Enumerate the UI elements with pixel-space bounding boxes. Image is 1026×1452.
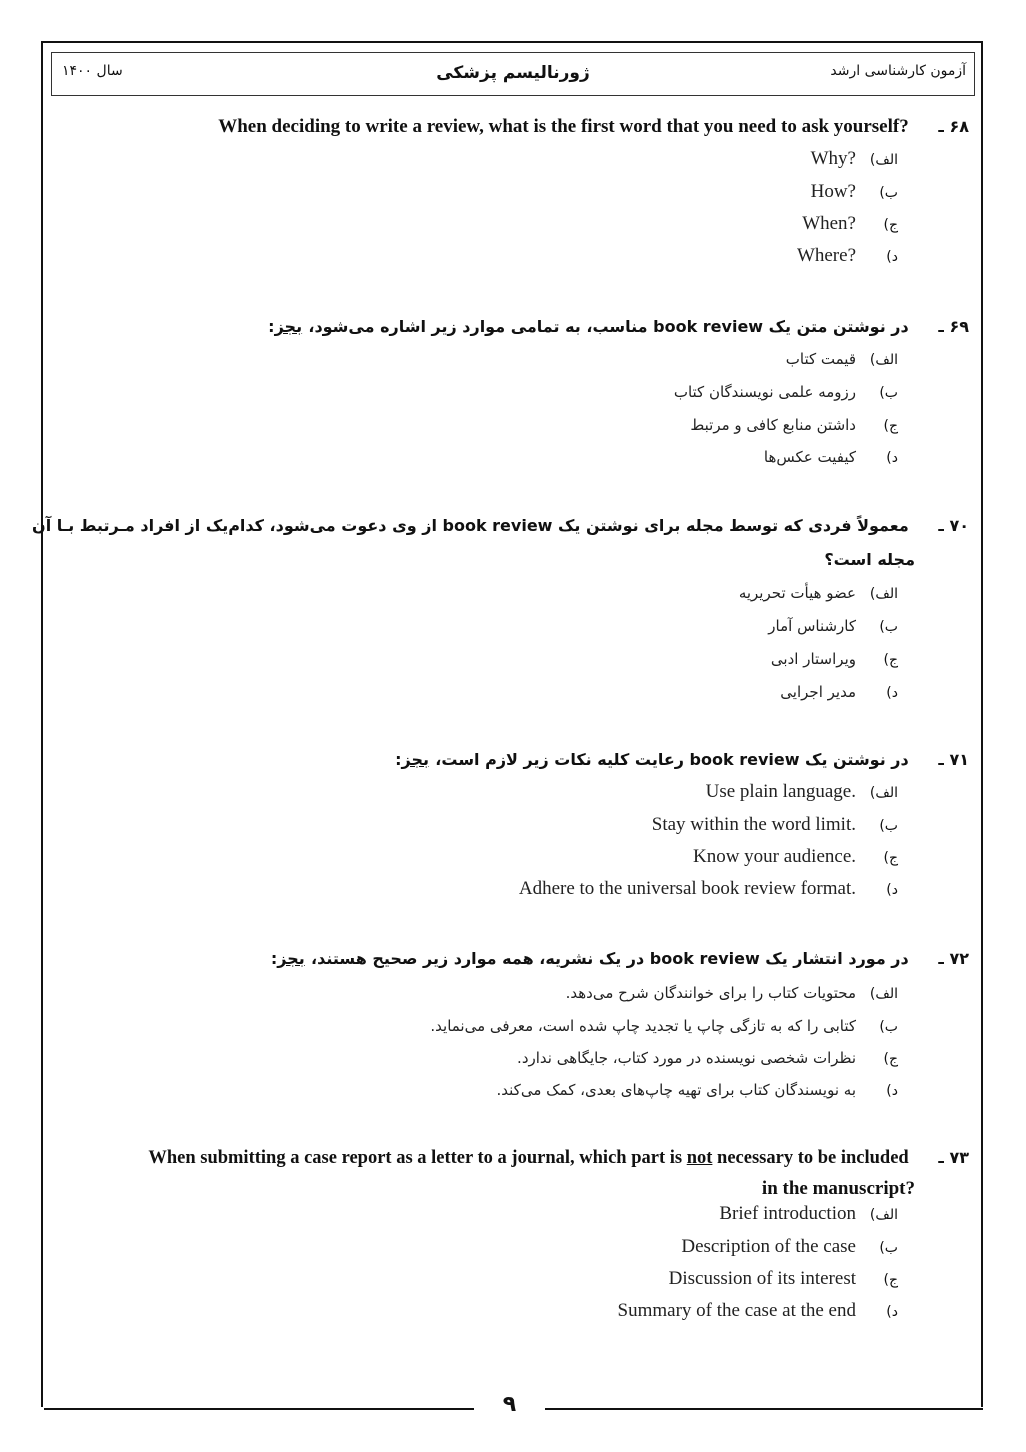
question-number: ۶۹ ـ: [938, 317, 969, 336]
option-text: رزومه علمی نویسندگان کتاب: [673, 383, 856, 401]
option-71-c[interactable]: [693, 846, 898, 868]
option-70-c[interactable]: [771, 648, 898, 669]
question-text: When deciding to write a review, what is the first word that you need to ask yourself?: [218, 116, 909, 137]
question-73-line2: [762, 1178, 915, 1200]
option-label: الف): [869, 586, 898, 602]
option-label: ب): [879, 1240, 898, 1256]
question-number: ۷۲ ـ: [938, 949, 969, 968]
page-header: [51, 52, 975, 96]
option-69-c[interactable]: [690, 414, 898, 435]
question-number: ۷۱ ـ: [938, 750, 969, 769]
option-text: Stay within the word limit.: [651, 814, 856, 835]
option-69-d[interactable]: [764, 446, 898, 467]
option-text: محتویات کتاب را برای خوانندگان شرح می‌دهد.: [565, 984, 856, 1002]
option-71-d[interactable]: [519, 878, 898, 900]
option-73-d[interactable]: [618, 1300, 898, 1322]
option-68-d[interactable]: [797, 245, 898, 267]
option-label: د): [886, 882, 898, 898]
option-text: Adhere to the universal book review format.: [518, 878, 856, 899]
option-label: الف): [869, 352, 898, 368]
question-70: [32, 515, 969, 536]
option-label: الف): [869, 785, 898, 801]
option-label: ج): [883, 418, 898, 434]
option-label: د): [886, 1304, 898, 1320]
option-text: به نویسندگان کتاب برای تهیه چاپ‌های بعدی، کمک می‌کند.: [496, 1081, 856, 1099]
question-text: معمولاً فردی که توسط مجله برای نوشتن یک book review از وی دعوت می‌شود، کدام‌یک از افراد مـرتبط بـا آن: [32, 516, 909, 535]
option-label: ج): [883, 217, 898, 233]
question-text: in the manuscript?: [761, 1178, 915, 1199]
except-word: بجز: [274, 317, 303, 336]
question-73: [148, 1147, 969, 1169]
option-70-a[interactable]: [739, 582, 898, 603]
option-70-d[interactable]: [780, 681, 898, 702]
option-text: Where?: [796, 245, 856, 266]
option-text: Brief introduction: [719, 1203, 856, 1224]
footer-rule-right: [545, 1408, 983, 1410]
option-label: ب): [879, 1019, 898, 1035]
option-label: ب): [879, 619, 898, 635]
option-label: الف): [869, 986, 898, 1002]
option-label: ج): [883, 1272, 898, 1288]
question-number: ۷۰ ـ: [938, 516, 969, 535]
not-word: not: [686, 1148, 713, 1168]
question-number: ۷۳ ـ: [938, 1148, 969, 1167]
option-72-b[interactable]: [430, 1015, 898, 1036]
option-label: ج): [883, 850, 898, 866]
subject-title: ژورنالیسم پزشکی: [436, 63, 590, 83]
exam-title: آزمون کارشناسی ارشد: [830, 63, 966, 79]
option-label: ب): [879, 185, 898, 201]
option-71-a[interactable]: [706, 781, 898, 803]
question-text: در نوشتن متن یک book review مناسب، به تمامی موارد زیر اشاره می‌شود،: [308, 317, 909, 336]
option-text: Why?: [810, 148, 856, 169]
option-72-d[interactable]: [497, 1079, 898, 1100]
option-text: نظرات شخصی نویسنده در مورد کتاب، جایگاهی ندارد.: [517, 1049, 856, 1067]
option-text: When?: [802, 213, 856, 234]
option-label: د): [886, 249, 898, 265]
option-71-b[interactable]: [652, 814, 898, 836]
option-text: Use plain language.: [705, 781, 856, 802]
option-label: د): [886, 450, 898, 466]
option-73-a[interactable]: [719, 1203, 898, 1225]
option-label: الف): [869, 1207, 898, 1223]
option-label: ج): [883, 1051, 898, 1067]
option-text: Summary of the case at the end: [617, 1300, 856, 1321]
option-73-c[interactable]: [669, 1268, 898, 1290]
option-text: قیمت کتاب: [785, 350, 856, 368]
option-text: داشتن منابع کافی و مرتبط: [690, 416, 856, 434]
question-text: When submitting a case report as a letter to a journal, which part is not necessary to be included: [148, 1148, 909, 1168]
question-72: ۷۲ ـ در مورد انتشار یک book review در یک نشریه، همه موارد زیر صحیح هستند، بجز:: [270, 949, 969, 968]
question-number: ۶۸ ـ: [938, 117, 969, 136]
option-text: کتابی را که به تازگی چاپ یا تجدید چاپ شده است، معرفی می‌نماید.: [430, 1017, 856, 1035]
option-69-a[interactable]: [786, 348, 898, 369]
option-text: Know your audience.: [692, 846, 856, 867]
option-68-b[interactable]: [811, 181, 898, 203]
question-69: ۶۹ ـ در نوشتن متن یک book review مناسب، به تمامی موارد زیر اشاره می‌شود، بجز:: [268, 317, 969, 336]
except-word: بجز: [277, 949, 305, 968]
option-label: د): [886, 685, 898, 701]
option-label: د): [886, 1083, 898, 1099]
option-text: عضو هیأت تحریریه: [738, 584, 856, 602]
option-72-a[interactable]: [566, 982, 898, 1003]
option-label: ب): [879, 818, 898, 834]
option-text: کارشناس آمار: [768, 617, 856, 635]
option-69-b[interactable]: [674, 381, 898, 402]
option-text: کیفیت عکس‌ها: [763, 448, 856, 466]
option-label: ب): [879, 385, 898, 401]
option-73-b[interactable]: [681, 1236, 898, 1258]
option-text: مدیر اجرایی: [780, 683, 856, 701]
exam-year: سال ۱۴۰۰: [62, 63, 123, 79]
option-72-c[interactable]: [517, 1047, 898, 1068]
question-text: در مورد انتشار یک book review در یک نشریه، همه موارد زیر صحیح هستند،: [311, 949, 909, 968]
option-text: ویراستار ادبی: [770, 650, 856, 668]
option-text: How?: [810, 181, 856, 202]
option-68-c[interactable]: [802, 213, 898, 235]
question-68: [218, 116, 969, 138]
question-text: مجله است؟: [824, 550, 915, 569]
question-71: ۷۱ ـ در نوشتن یک book review رعایت کلیه نکات زیر لازم است، بجز:: [395, 750, 969, 769]
option-label: ج): [883, 652, 898, 668]
option-70-b[interactable]: [768, 615, 898, 636]
page-number: ۹: [502, 1392, 517, 1417]
except-word: بجز: [401, 750, 430, 769]
footer-rule-left: [44, 1408, 474, 1410]
option-text: Description of the case: [681, 1236, 856, 1257]
option-label: الف): [869, 152, 898, 168]
option-text: Discussion of its interest: [668, 1268, 856, 1289]
question-70-line2: [824, 549, 915, 570]
question-text: در نوشتن یک book review رعایت کلیه نکات زیر لازم است،: [435, 750, 909, 769]
option-68-a[interactable]: [811, 148, 898, 170]
